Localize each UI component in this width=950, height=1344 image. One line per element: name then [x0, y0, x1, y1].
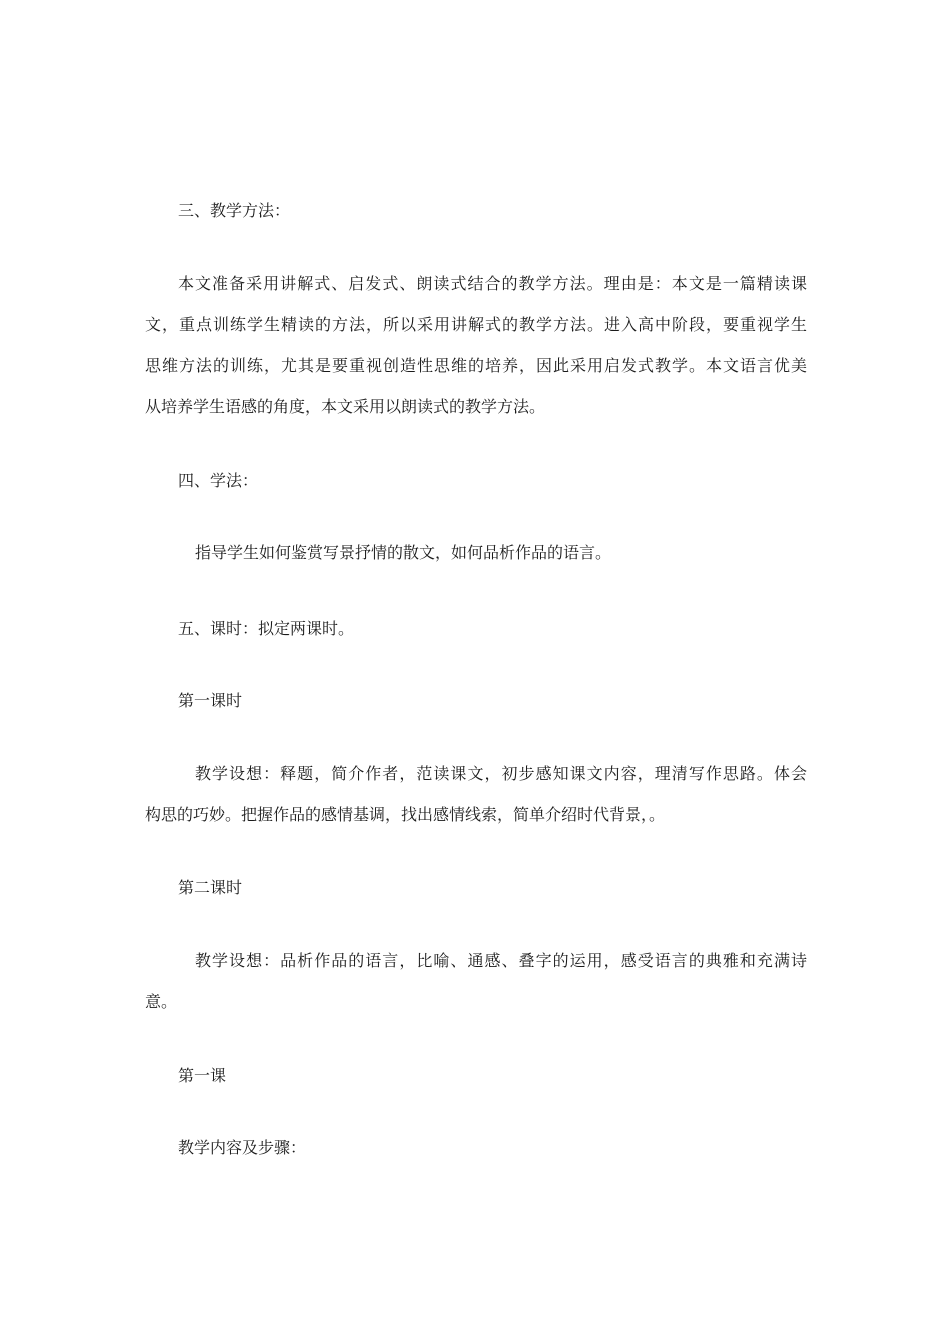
- paragraph-line: 教学设想：释题，简介作者，范读课文，初步感知课文内容，理清写作思路。体会: [195, 764, 807, 783]
- study-method-text: 指导学生如何鉴赏写景抒情的散文，如何品析作品的语言。: [195, 543, 612, 562]
- paragraph-line: 意。: [145, 992, 178, 1011]
- section-heading-teaching-method: 三、教学方法：: [178, 201, 291, 220]
- content-steps-heading: 教学内容及步骤：: [178, 1138, 307, 1157]
- paragraph-line: 从培养学生语感的角度，本文采用以朗读式的教学方法。: [145, 397, 546, 416]
- paragraph-line: 本文准备采用讲解式、启发式、朗读式结合的教学方法。理由是：本文是一篇精读课: [178, 274, 807, 293]
- first-lesson-heading: 第一课: [178, 1066, 227, 1085]
- paragraph-line: 构思的巧妙。把握作品的感情基调，找出感情线索，简单介绍时代背景，。: [145, 805, 666, 824]
- paragraph-line: 教学设想：品析作品的语言，比喻、通感、叠字的运用，感受语言的典雅和充满诗: [195, 951, 807, 970]
- second-period-heading: 第二课时: [178, 878, 243, 897]
- section-heading-periods: 五、课时：拟定两课时。: [178, 619, 355, 638]
- paragraph-line: 思维方法的训练，尤其是要重视创造性思维的培养，因此采用启发式教学。本文语言优美: [145, 356, 807, 375]
- section-heading-study-method: 四、学法：: [178, 471, 259, 490]
- first-period-heading: 第一课时: [178, 691, 243, 710]
- paragraph-line: 文，重点训练学生精读的方法，所以采用讲解式的教学方法。进入高中阶段，要重视学生: [145, 315, 807, 334]
